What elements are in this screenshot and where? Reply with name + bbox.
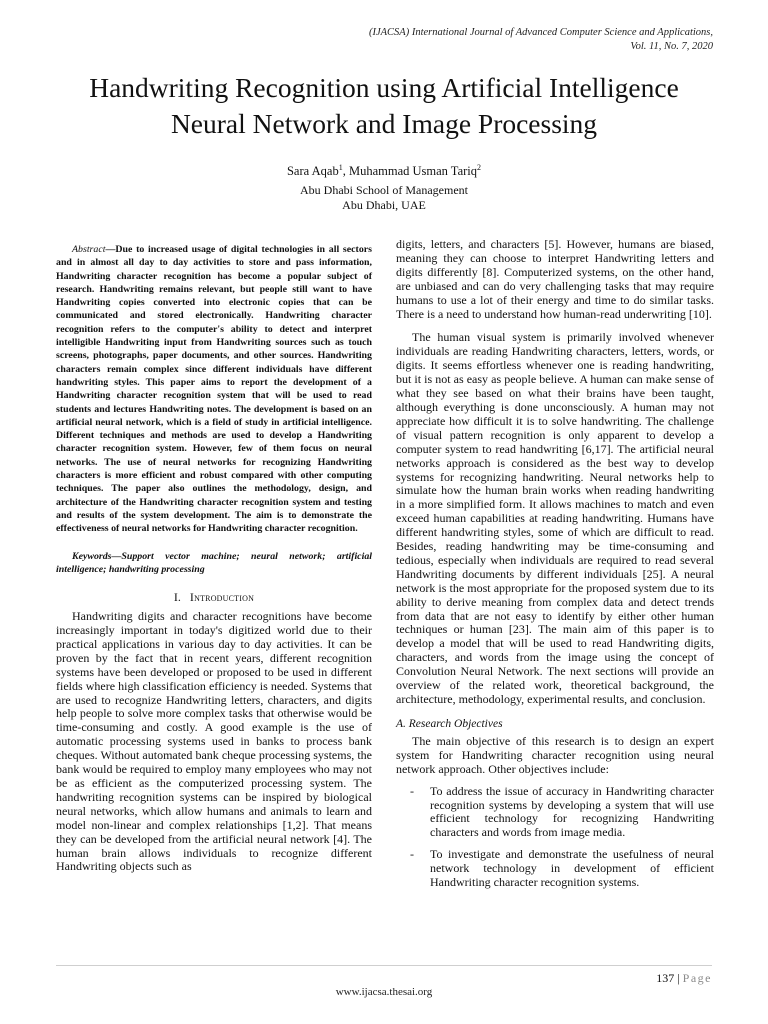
keywords-label: Keywords [72, 550, 112, 562]
introduction-paragraph-1-continued: digits, letters, and characters [5]. However, humans are biased, meaning they can choose to interpret Handwriting letters and digits differently [8]. Computerized systems, on the other hand, are unbiased and can do very challenging tasks that may require humans to use a lot of their energy and time to do similar tasks. There is a need to understand how human-read underwriting [10]. [396, 237, 714, 321]
paper-title-line-1: Handwriting Recognition using Artificial Intelligence [89, 72, 679, 103]
author-name: Sara Aqab [286, 164, 339, 178]
right-column [396, 238, 714, 898]
page-number [656, 971, 712, 985]
objectives-paragraph: The main objective of this research is to design an expert system for Handwriting character recognition using neural network approach. Other objectives include: [396, 733, 714, 776]
list-item-text: To investigate and demonstrate the usefulness of neural network technology in development of efficient Handwriting character recognition systems. [430, 847, 714, 890]
list-item-marker: - [410, 783, 414, 798]
left-column [56, 243, 372, 874]
subsection-heading-research-objectives: A. Research Objectives [396, 717, 503, 730]
list-item [396, 848, 714, 890]
section-heading-introduction [56, 590, 372, 604]
section-title: Introduction [189, 590, 255, 605]
affiliation-institution: Abu Dhabi School of Management [300, 183, 468, 197]
objectives-list [396, 785, 714, 890]
journal-header [253, 26, 713, 54]
section-numeral: I. [173, 590, 181, 605]
introduction-paragraph-1: Handwriting digits and character recognitions have become increasingly important in today's digitized world due to their practical applications in various day to day activities. It can be proven by the fact that in recent years, different recognition systems have been developed or proposed to be used in different fields where high classification efficiency is needed. Systems that are used to recognize Handwriting letters, characters, and digits help people to solve more complex tasks that otherwise would be time-consuming and costly. A good example is the use of automatic processing systems used in banks to process bank cheques. Without automated bank cheque processing systems, the bank would be required to employ many employees who may not be as efficient as the computerized processing system. The handwriting recognition systems can be inspired by biological neural networks, which allow humans and animals to learn and model non-linear and complex relationships [1,2]. That means they can be developed from the artificial neural network [4]. The human brain allows individuals to recognize different Handwriting objects such as [56, 609, 372, 874]
author-affiliation-marker: 2 [477, 163, 482, 172]
list-item-marker: - [410, 847, 414, 862]
journal-volume: Vol. 11, No. 7, 2020 [630, 41, 713, 52]
abstract [56, 243, 372, 536]
abstract-label: Abstract [72, 244, 106, 255]
affiliation-location: Abu Dhabi, UAE [342, 198, 426, 212]
list-item-text: To address the issue of accuracy in Handwriting character recognition systems by developing a system that will use efficient technology for recognizing Handwriting characters and words from image media. [430, 783, 714, 840]
page-label: Page [682, 971, 712, 985]
author-list [0, 163, 768, 179]
keywords-text: Support vector machine; neural network; artificial intelligence; handwriting processing [56, 550, 372, 575]
author-affiliation-marker: 1 [338, 163, 343, 172]
introduction-paragraph-2: The human visual system is primarily involved whenever individuals are reading Handwriting characters, letters, words, or digits. It seems effortless whenever one is reading handwriting, but it is not as easy as people believe. A human can make sense of what they see based on what their brains have been taught, although everything is done unconsciously. A human may not appreciate how difficult it is to solve handwriting. The challenge of visual pattern recognition is only apparent to develop a computer system to read handwriting [6,17]. The artificial neural networks approach is considered as the best way to develop systems for recognizing handwriting. Neural networks help to simulate how the human brain works when reading handwriting in a more simplified form. It allows machines to match and even exceed human capabilities at reading handwriting. Humans have different handwriting styles, some of which are difficult to read. Besides, reading handwriting may be time-consuming and tedious, especially when individuals are required to read several Handwriting documents by different individuals [25]. A neural network is the most appropriate for the proposed system due to its ability to derive meaning from complex data and detect trends from data that are not easy to identify by either other human techniques or human [23]. The main aim of this paper is to develop a model that will be used to read Handwriting digits, characters, and words from the image using the concept of Convolution Neural Network. The next sections will provide an overview of the related work, theoretical background, the architecture, methodology, experimental results, and conclusion. [396, 330, 714, 706]
keywords [56, 550, 372, 577]
list-item [396, 785, 714, 841]
paper-title [30, 70, 738, 142]
page-number-value: 137 [656, 971, 675, 985]
keywords-dash: — [111, 550, 122, 562]
author-separator: , [342, 164, 349, 178]
affiliation [0, 183, 768, 213]
footer-divider [56, 965, 712, 966]
journal-name: (IJACSA) International Journal of Advanced Computer Science and Applications, [368, 27, 713, 38]
author-name: Muhammad Usman Tariq [348, 164, 478, 178]
footer-url: www.ijacsa.thesai.org [335, 986, 433, 998]
abstract-text: Due to increased usage of digital technologies in all sectors and in almost all day to day activities to store and pass information, Handwriting character recognition has become a popular subject of research. Handwriting remains relevant, but people still want to have Handwriting copies converted into electronic copies that can be communicated and stored electronically. Handwriting character recognition refers to the computer's ability to detect and interpret intelligible Handwriting input from Handwriting sources such as touch screens, photographs, paper documents, and other sources. Handwriting characters remain complex since different individuals have different handwriting styles. This paper aims to report the development of a Handwriting character recognition system that will be used to read students and lectures Handwriting notes. The development is based on an artificial neural network, which is a field of study in artificial intelligence. Different techniques and methods are used to develop a Handwriting character recognition system. However, few of them focus on neural networks. The use of neural networks for recognizing Handwriting characters is more efficient and robust compared with other computing techniques. The paper also outlines the methodology, design, and architecture of the Handwriting character recognition system and testing and results of the system development. The aim is to demonstrate the effectiveness of neural networks for Handwriting character recognition. [56, 244, 372, 535]
paper-title-line-2: Neural Network and Image Processing [170, 108, 598, 139]
abstract-dash: — [105, 244, 116, 255]
page-number-separator: | [674, 971, 683, 985]
